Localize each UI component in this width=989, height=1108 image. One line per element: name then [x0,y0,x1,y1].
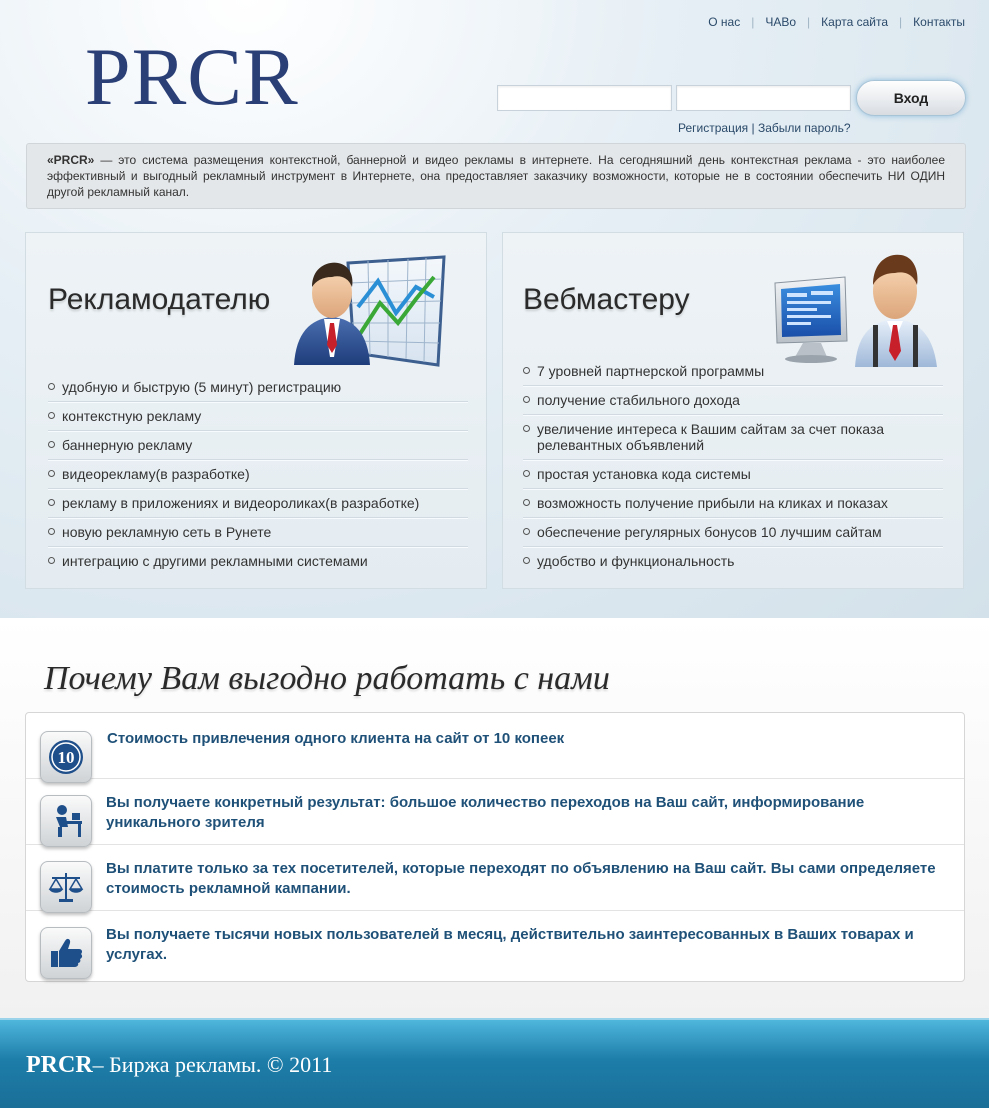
bullet-icon [48,499,55,506]
bullet-icon [48,528,55,535]
password-input[interactable] [676,85,851,111]
intro-text: — это система размещения контекстной, баннерной и видео рекламы в интернете. На сегодняшний день контекстная реклама - это наиболее эффективный и выгодный рекламный инструмент в Интернете, она предоставляет заказчику возможности, которые не в состоянии обеспечить НИ ОДИН другой рекламный канал. [47,153,945,199]
site-logo[interactable]: PRCR [85,31,299,122]
list-item: удобную и быструю (5 минут) регистрацию [48,373,468,402]
webmaster-title: Вебмастеру [523,283,690,316]
forgot-password-link[interactable]: Забыли пароль? [757,121,851,135]
list-item: удобство и функциональность [523,547,943,575]
list-item: интеграцию с другими рекламными системами [48,547,468,575]
auth-separator: | [748,121,758,135]
intro-brand: «PRCR» [47,153,95,167]
why-section-title: Почему Вам выгодно работать с нами [44,660,610,697]
bullet-icon [523,499,530,506]
webmaster-list [523,357,943,575]
bullet-icon [523,528,530,535]
nav-separator: | [899,15,903,29]
benefit-text: Стоимость привлечения одного клиента на сайт от 10 копеек [107,730,565,747]
login-button[interactable]: Вход [856,80,966,116]
bullet-icon [523,396,530,403]
list-item: новую рекламную сеть в Рунете [48,518,468,547]
nav-about-link[interactable]: О нас [708,15,741,29]
benefit-text: Вы получаете тысячи новых пользователей в месяц, действительно заинтересованных в Ваших товарах и услугах. [106,926,914,963]
ten-badge-icon [40,731,92,783]
thumbs-up-icon [40,927,92,979]
footer-brand: PRCR [26,1052,93,1078]
bullet-icon [48,470,55,477]
username-input[interactable] [497,85,672,111]
footer [0,1018,989,1108]
bullet-icon [523,425,530,432]
bullet-icon [48,412,55,419]
advertiser-title: Рекламодателю [48,283,271,316]
list-item: контекстную рекламу [48,402,468,431]
footer-text: – Биржа рекламы. © 2011 [92,1052,333,1077]
ten-badge-label: 10 [57,748,75,767]
list-item: увеличение интереса к Вашим сайтам за счет показа релевантных объявлений [523,415,943,460]
footer-copyright [26,1052,332,1079]
list-item: простая установка кода системы [523,460,943,489]
businessman-chart-icon [288,247,450,367]
list-item: возможность получение прибыли на кликах и показах [523,489,943,518]
benefit-row [26,911,964,977]
bullet-icon [48,383,55,390]
nav-faq-link[interactable]: ЧАВо [765,15,797,29]
list-item: рекламу в приложениях и видеороликах(в разработке) [48,489,468,518]
webmaster-computer-icon [769,239,945,367]
top-navigation [708,15,965,29]
nav-separator: | [751,15,755,29]
list-item: 7 уровней партнерской программы [523,357,943,386]
benefit-row [26,713,964,779]
register-link[interactable]: Регистрация [678,121,749,135]
nav-contacts-link[interactable]: Контакты [913,15,965,29]
auth-links [678,121,851,135]
benefits-list [25,712,965,982]
list-item: получение стабильного дохода [523,386,943,415]
person-at-desk-icon [40,795,92,847]
bullet-icon [523,557,530,564]
bullet-icon [48,557,55,564]
intro-box [26,143,966,209]
benefit-row [26,845,964,911]
webmaster-panel [502,232,964,589]
benefit-text: Вы получаете конкретный результат: большое количество переходов на Ваш сайт, информирование уникального зрителя [106,794,865,831]
list-item: обеспечение регулярных бонусов 10 лучшим сайтам [523,518,943,547]
nav-separator: | [807,15,811,29]
benefit-text: Вы платите только за тех посетителей, которые переходят по объявлению на Ваш сайт. Вы сами определяете стоимость рекламной кампании. [106,860,936,897]
list-item: баннерную рекламу [48,431,468,460]
bullet-icon [48,441,55,448]
list-item: видеорекламу(в разработке) [48,460,468,489]
benefit-row [26,779,964,845]
bullet-icon [523,470,530,477]
bullet-icon [523,367,530,374]
scales-icon [40,861,92,913]
advertiser-panel [25,232,487,589]
advertiser-list [48,373,468,575]
nav-sitemap-link[interactable]: Карта сайта [821,15,889,29]
